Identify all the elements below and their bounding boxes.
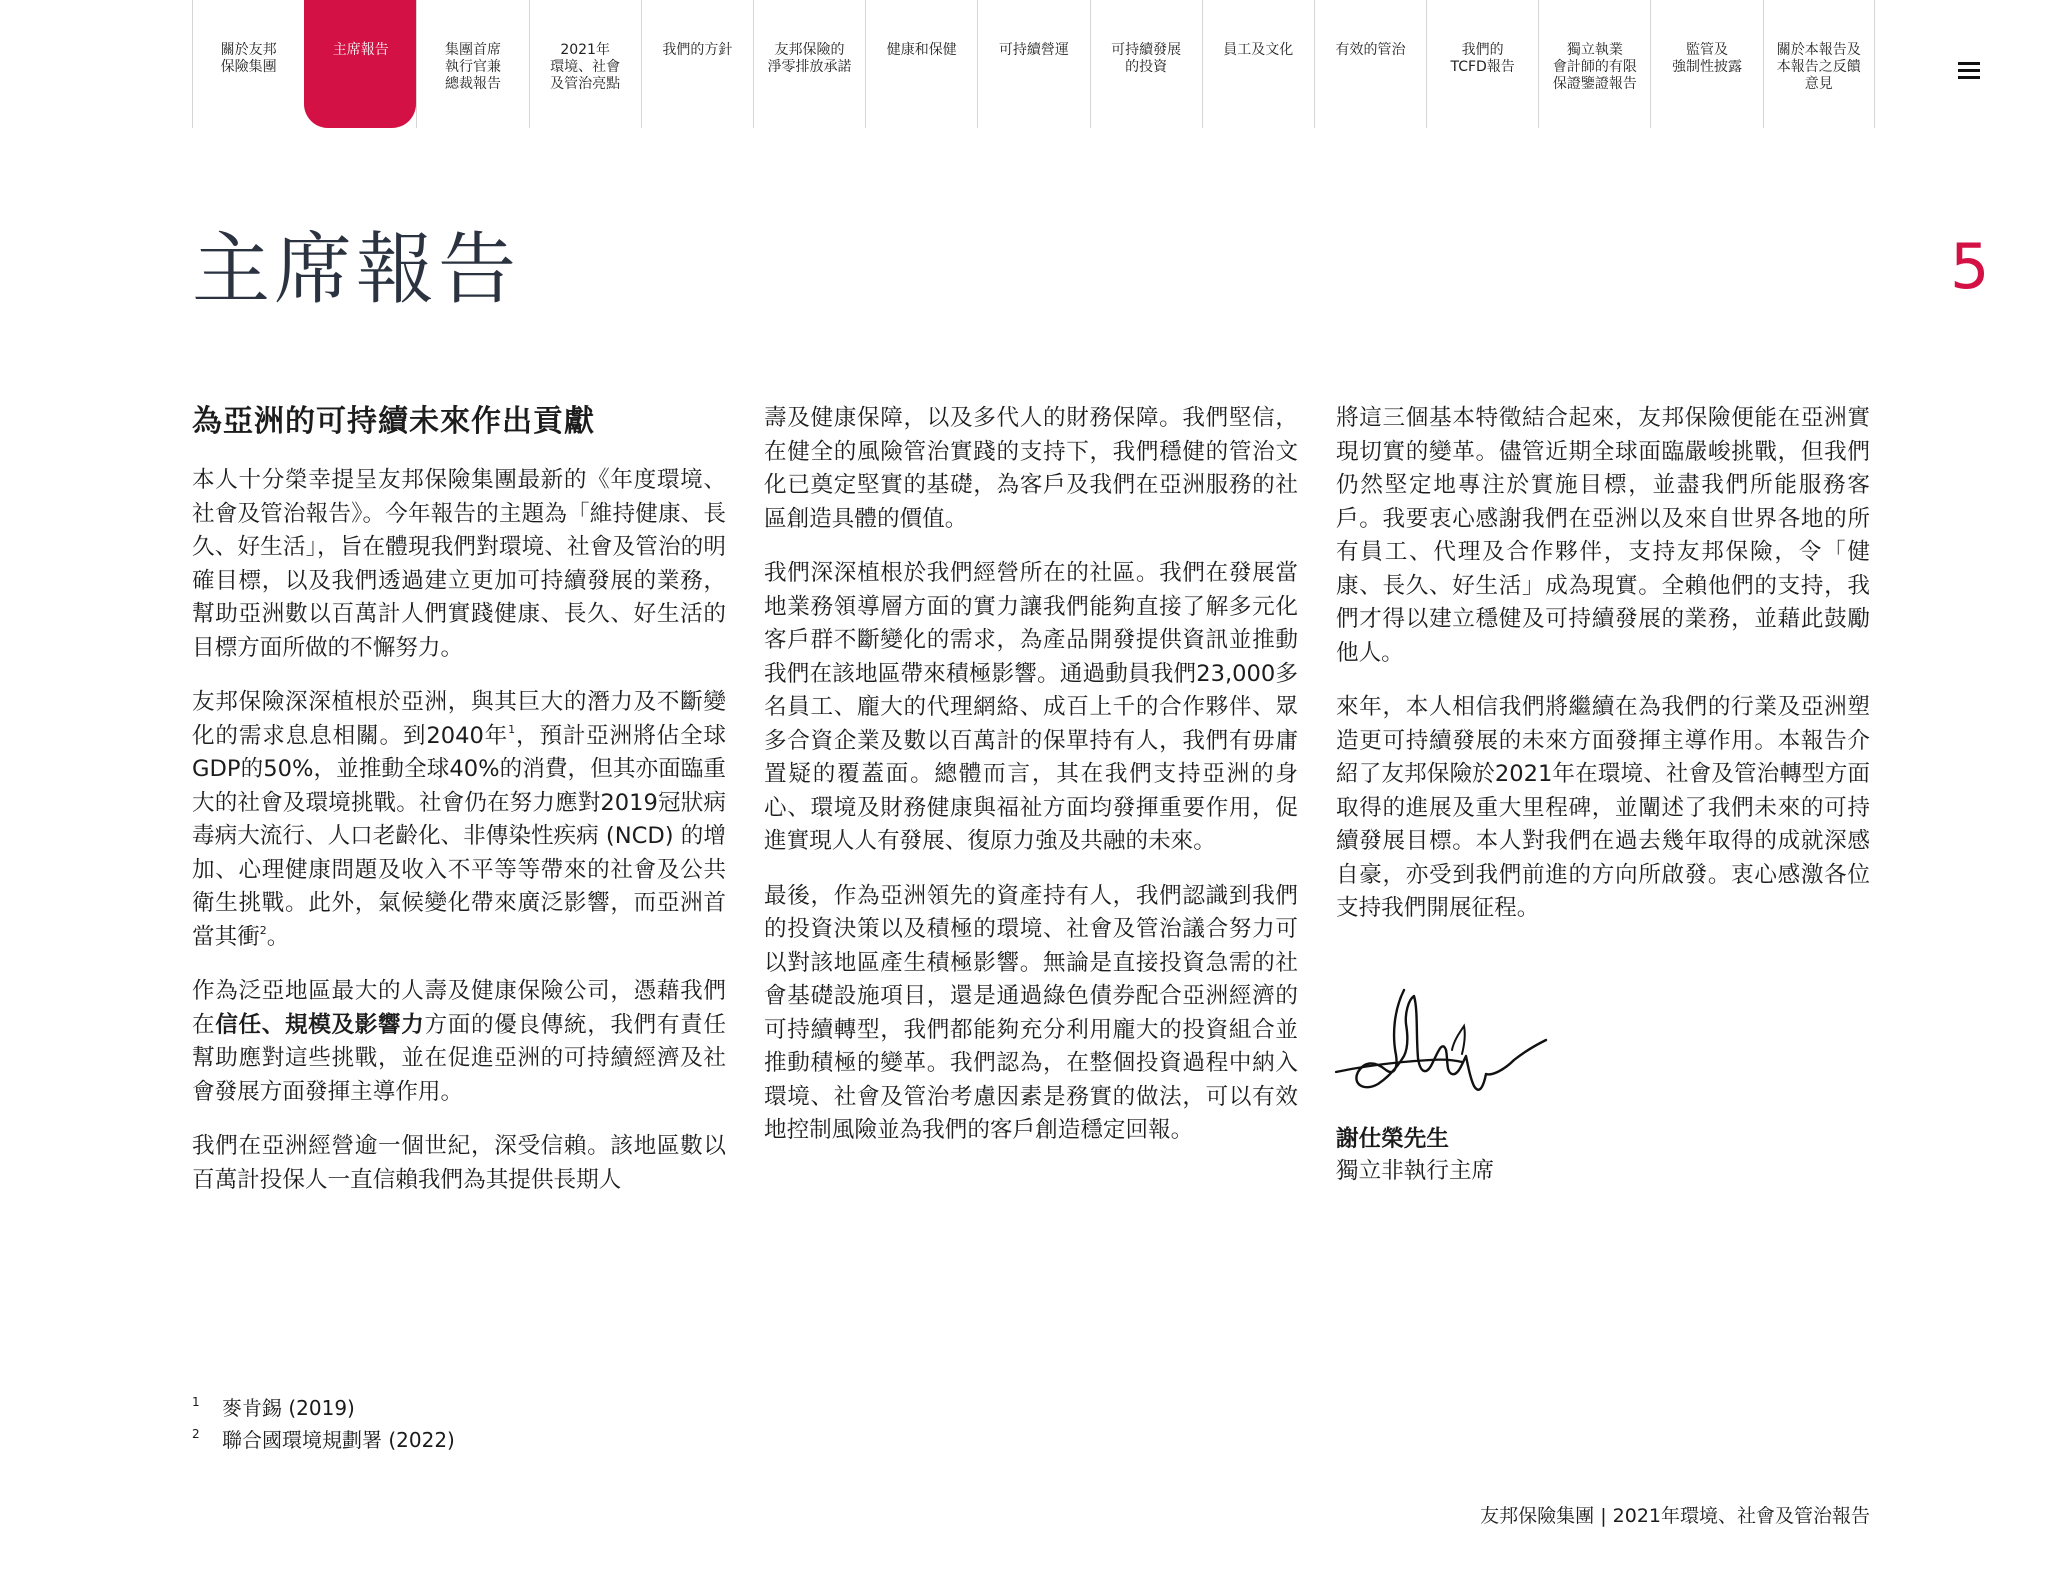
page-title: 主席報告 <box>192 225 521 315</box>
section-heading: 為亞洲的可持續未來作出貢獻 <box>192 404 595 439</box>
signer-name: 謝仕榮先生 <box>1336 1126 1449 1152</box>
nav-item-net-zero[interactable]: 友邦保險的 淨零排放承諾 <box>753 0 865 128</box>
paragraph-3: 作為泛亞地區最大的人壽及健康保險公司，憑藉我們在信任、規模及影響力方面的優良傳統，我們有責任幫助應對這些挑戰，並在促進亞洲的可持續經濟及社會發展方面發揮主導作用。 <box>192 978 727 1105</box>
footnote-text: 麥肯錫 (2019) <box>222 1396 355 1420</box>
footnote-ref-2[interactable]: 2 <box>259 923 267 937</box>
nav-item-ceo-report[interactable]: 集團首席 執行官兼 總裁報告 <box>416 0 528 128</box>
signer-title: 獨立非執行主席 <box>1336 1158 1495 1184</box>
nav-item-about-report[interactable]: 關於本報告及 本報告之反饋 意見 <box>1763 0 1875 128</box>
nav-item-tcfd-report[interactable]: 我們的 TCFD報告 <box>1426 0 1538 128</box>
footnote-number: 2 <box>192 1427 200 1441</box>
nav-item-regulatory-disclosures[interactable]: 監管及 強制性披露 <box>1650 0 1762 128</box>
footnote-1 <box>192 1392 455 1424</box>
paragraph-7: 最後，作為亞洲領先的資產持有人，我們認識到我們的投資決策以及積極的環境、社會及管治議合努力可以對該地區產生積極影響。無論是直接投資急需的社會基礎設施項目，還是通過綠色債券配合亞洲經濟的可持續轉型，我們都能夠充分利用龐大的投資組合並推動積極的變革。我們認為，在整個投資過程中納入環境、社會及管治考慮因素是務實的做法，可以有效地控制風險並為我們的客戶創造穩定回報。 <box>764 882 1298 1143</box>
nav-item-people-culture[interactable]: 員工及文化 <box>1202 0 1314 128</box>
page-number: 5 <box>1950 230 1990 303</box>
nav-item-sustainable-operations[interactable]: 可持續營運 <box>977 0 1089 128</box>
paragraph-1: 本人十分榮幸提呈友邦保險集團最新的《年度環境、社會及管治報告》。今年報告的主題為「維持健康、長久、好生活」，旨在體現我們對環境、社會及管治的明確目標，以及我們透過建立更加可持續發展的業務，幫助亞洲數以百萬計人們實踐健康、長久、好生活的目標方面所做的不懈努力。 <box>192 467 726 661</box>
nav-item-chairman-statement[interactable]: 主席報告 <box>304 0 416 128</box>
footnote-2 <box>192 1424 455 1456</box>
text-column-1 <box>192 402 726 1218</box>
page-footer: 友邦保險集團 | 2021年環境、社會及管治報告 <box>1480 1505 1870 1527</box>
text-column-3 <box>1336 402 1870 947</box>
footnote-number: 1 <box>192 1395 200 1409</box>
signature-image <box>1334 980 1564 1110</box>
nav-item-health-wellness[interactable]: 健康和保健 <box>865 0 977 128</box>
bold-phrase: 信任、規模及影響力 <box>215 1011 425 1038</box>
nav-item-about-aia[interactable]: 關於友邦 保險集團 <box>192 0 304 128</box>
footnote-ref-1[interactable]: 1 <box>508 722 516 736</box>
paragraph-4: 我們在亞洲經營逾一個世紀，深受信賴。該地區數以百萬計投保人一直信賴我們為其提供長期人 <box>192 1133 726 1193</box>
top-navigation <box>192 0 1875 128</box>
nav-item-assurance-report[interactable]: 獨立執業 會計師的有限 保證鑒證報告 <box>1538 0 1650 128</box>
paragraph-2: 友邦保險深深植根於亞洲，與其巨大的潛力及不斷變化的需求息息相關。到2040年$^1$，預計亞洲將佔全球GDP的50%，並推動全球40%的消費，但其亦面臨重大的社會及環境挑戰。社會仍在努力應對2019冠狀病毒病大流行、人口老齡化、非傳染性疾病 (NCD) 的增加、心理健康問題及收入不平等等帶來的社會及公共衛生挑戰。此外，氣候變化帶來廣泛影響，而亞洲首當其衝$^2$。 <box>192 689 727 950</box>
footnotes <box>192 1392 455 1456</box>
paragraph-5: 壽及健康保障，以及多代人的財務保障。我們堅信，在健全的風險管治實踐的支持下，我們穩健的管治文化已奠定堅實的基礎，為客戶及我們在亞洲服務的社區創造具體的價值。 <box>764 405 1298 532</box>
paragraph-8: 將這三個基本特徵結合起來，友邦保險便能在亞洲實現切實的變革。儘管近期全球面臨嚴峻挑戰，但我們仍然堅定地專注於實施目標，並盡我們所能服務客戶。我要衷心感謝我們在亞洲以及來自世界各地的所有員工、代理及合作夥伴，支持友邦保險，令「健康、長久、好生活」成為現實。全賴他們的支持，我們才得以建立穩健及可持續發展的業務，並藉此鼓勵他人。 <box>1336 405 1870 666</box>
text-column-2 <box>764 402 1298 1169</box>
hamburger-menu-icon[interactable] <box>1958 62 1980 80</box>
nav-item-our-approach[interactable]: 我們的方針 <box>641 0 753 128</box>
nav-item-sustainable-investing[interactable]: 可持續發展 的投資 <box>1090 0 1202 128</box>
nav-item-governance[interactable]: 有效的管治 <box>1314 0 1426 128</box>
nav-item-esg-highlights[interactable]: 2021年 環境、社會 及管治亮點 <box>529 0 641 128</box>
footnote-text: 聯合國環境規劃署 (2022) <box>222 1428 455 1452</box>
paragraph-9: 來年，本人相信我們將繼續在為我們的行業及亞洲塑造更可持續發展的未來方面發揮主導作用。本報告介紹了友邦保險於2021年在環境、社會及管治轉型方面取得的進展及重大里程碑，並闡述了我們未來的可持續發展目標。本人對我們在過去幾年取得的成就深感自豪，亦受到我們前進的方向所啟發。衷心感激各位支持我們開展征程。 <box>1336 694 1870 921</box>
paragraph-6: 我們深深植根於我們經營所在的社區。我們在發展當地業務領導層方面的實力讓我們能夠直接了解多元化客戶群不斷變化的需求，為產品開發提供資訊並推動我們在該地區帶來積極影響。通過動員我們23,000多名員工、龐大的代理網絡、成百上千的合作夥伴、眾多合資企業及數以百萬計的保單持有人，我們有毋庸置疑的覆蓋面。總體而言，其在我們支持亞洲的身心、環境及財務健康與福祉方面均發揮重要作用，促進實現人人有發展、復原力強及共融的未來。 <box>764 560 1298 854</box>
